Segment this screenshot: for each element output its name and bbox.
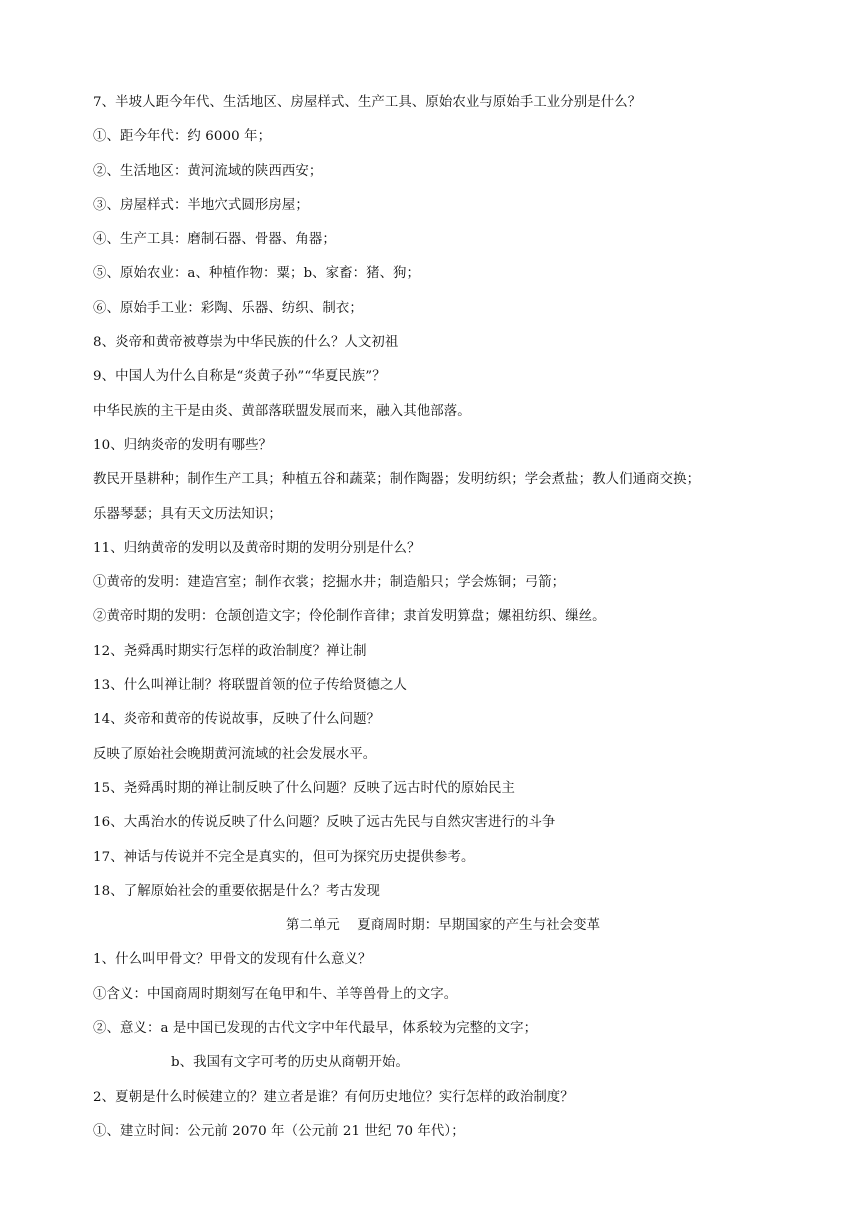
answer-line: ①黄帝的发明：建造宫室；制作衣裳；挖掘水井；制造船只；学会炼铜；弓箭；	[93, 575, 566, 591]
answer-line: ④、生产工具：磨制石器、骨器、角器；	[93, 232, 336, 248]
question-12: 12、尧舜禹时期实行怎样的政治制度？禅让制	[93, 643, 367, 659]
question-8: 8、炎帝和黄帝被尊崇为中华民族的什么？人文初祖	[93, 335, 399, 351]
answer-line: ①含义：中国商周时期刻写在龟甲和牛、羊等兽骨上的文字。	[93, 986, 458, 1002]
question-11: 11、归纳黄帝的发明以及黄帝时期的发明分别是什么？	[93, 540, 421, 556]
question-1: 1、什么叫甲骨文？甲骨文的发现有什么意义？	[93, 952, 372, 968]
answer-line: ②、意义：a 是中国已发现的古代文字中年代最早，体系较为完整的文字；	[93, 1021, 538, 1037]
question-14: 14、炎帝和黄帝的传说故事，反映了什么问题？	[93, 712, 381, 728]
answer-line-indented: b、我国有文字可考的历史从商朝开始。	[171, 1055, 410, 1071]
question-15: 15、尧舜禹时期的禅让制反映了什么问题？反映了远古时代的原始民主	[93, 780, 515, 796]
answer-line: ②、生活地区：黄河流域的陕西西安；	[93, 163, 323, 179]
question-18: 18、了解原始社会的重要依据是什么？考古发现	[93, 883, 381, 899]
answer-line: ③、房屋样式：半地穴式圆形房屋；	[93, 197, 309, 213]
answer-line: 乐器琴瑟；具有天文历法知识；	[93, 506, 282, 522]
statement-17: 17、神话与传说并不完全是真实的，但可为探究历史提供参考。	[93, 849, 475, 865]
question-9: 9、中国人为什么自称是“炎黄子孙”“华夏民族”？	[93, 369, 386, 385]
unit-title: 第二单元 夏商周时期：早期国家的产生与社会变革	[285, 918, 601, 934]
question-16: 16、大禹治水的传说反映了什么问题？反映了远古先民与自然灾害进行的斗争	[93, 815, 556, 831]
question-7: 7、半坡人距今年代、生活地区、房屋样式、生产工具、原始农业与原始手工业分别是什么？	[93, 95, 642, 110]
answer-line: 反映了原始社会晚期黄河流域的社会发展水平。	[93, 746, 377, 762]
answer-line: ①、距今年代：约 6000 年；	[93, 129, 272, 145]
question-13: 13、什么叫禅让制？将联盟首领的位子传给贤德之人	[93, 678, 408, 694]
question-10: 10、归纳炎帝的发明有哪些？	[93, 437, 273, 453]
answer-line: ②黄帝时期的发明：仓颉创造文字；伶伦制作音律；隶首发明算盘；嫘祖纺织、缫丝。	[93, 609, 606, 625]
answer-line: 教民开垦耕种；制作生产工具；种植五谷和蔬菜；制作陶器；发明纺织；学会煮盐；教人们通商交换；	[93, 472, 701, 488]
answer-line: ⑤、原始农业：a、种植作物：粟；b、家畜：猪、狗；	[93, 266, 421, 282]
question-2: 2、夏朝是什么时候建立的？建立者是谁？有何历史地位？实行怎样的政治制度？	[93, 1089, 574, 1105]
answer-line: ①、建立时间：公元前 2070 年（公元前 21 世纪 70 年代）；	[93, 1123, 465, 1139]
answer-line: ⑥、原始手工业：彩陶、乐器、纺织、制衣；	[93, 300, 363, 316]
answer-line: 中华民族的主干是由炎、黄部落联盟发展而来，融入其他部落。	[93, 403, 471, 419]
document-body	[93, 86, 793, 1149]
